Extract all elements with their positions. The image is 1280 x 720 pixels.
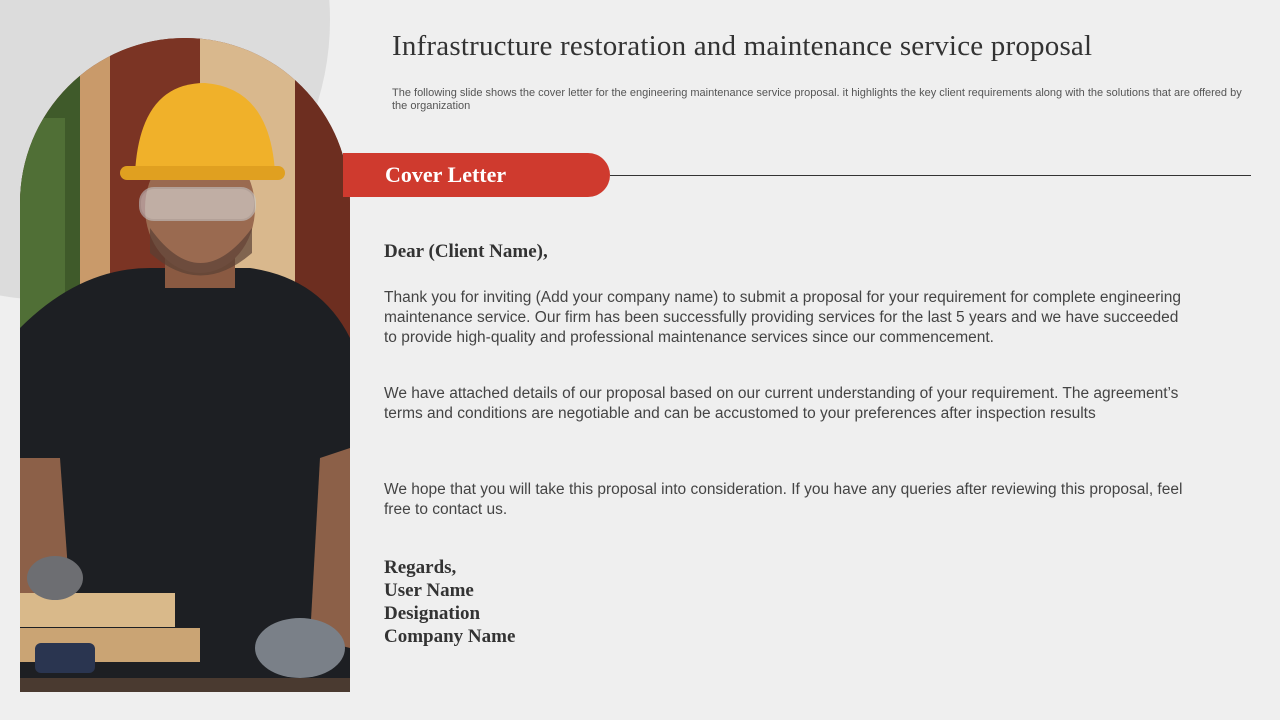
letter-paragraph-2: We have attached details of our proposal based on our current understanding of your requirement. The agreement’s terms and conditions are negotiable and can be accustomed to your preferences after inspection results	[384, 385, 1179, 422]
letter-paragraph-3: We hope that you will take this proposal into consideration. If you have any queries after reviewing this proposal, feel free to contact us.	[384, 481, 1183, 518]
page-title: Infrastructure restoration and maintenance service proposal	[392, 30, 1093, 62]
signoff-company-name: Company Name	[384, 626, 516, 647]
section-banner	[343, 153, 610, 197]
page-subtitle: The following slide shows the cover letter for the engineering maintenance service proposal. it highlights the key client requirements along with the solutions that are offered by the organization	[392, 87, 1242, 112]
signoff-designation: Designation	[384, 603, 481, 624]
section-label: Cover Letter	[385, 162, 507, 187]
letter-salutation: Dear (Client Name),	[384, 241, 548, 262]
worker-illustration	[20, 38, 350, 692]
signoff-user-name: User Name	[384, 580, 474, 601]
divider-line	[610, 175, 1251, 176]
letter-paragraph-1: Thank you for inviting (Add your company name) to submit a proposal for your requirement for complete engineering maintenance service. Our firm has been successfully providing services for the last 5 years and we have succeeded to provide high-quality and professional maintenance services since our commencement.	[384, 289, 1181, 346]
letter-signoff	[384, 556, 515, 648]
worker-photo	[20, 38, 350, 692]
cover-letter	[384, 241, 1184, 647]
signoff-regards: Regards,	[384, 557, 457, 578]
